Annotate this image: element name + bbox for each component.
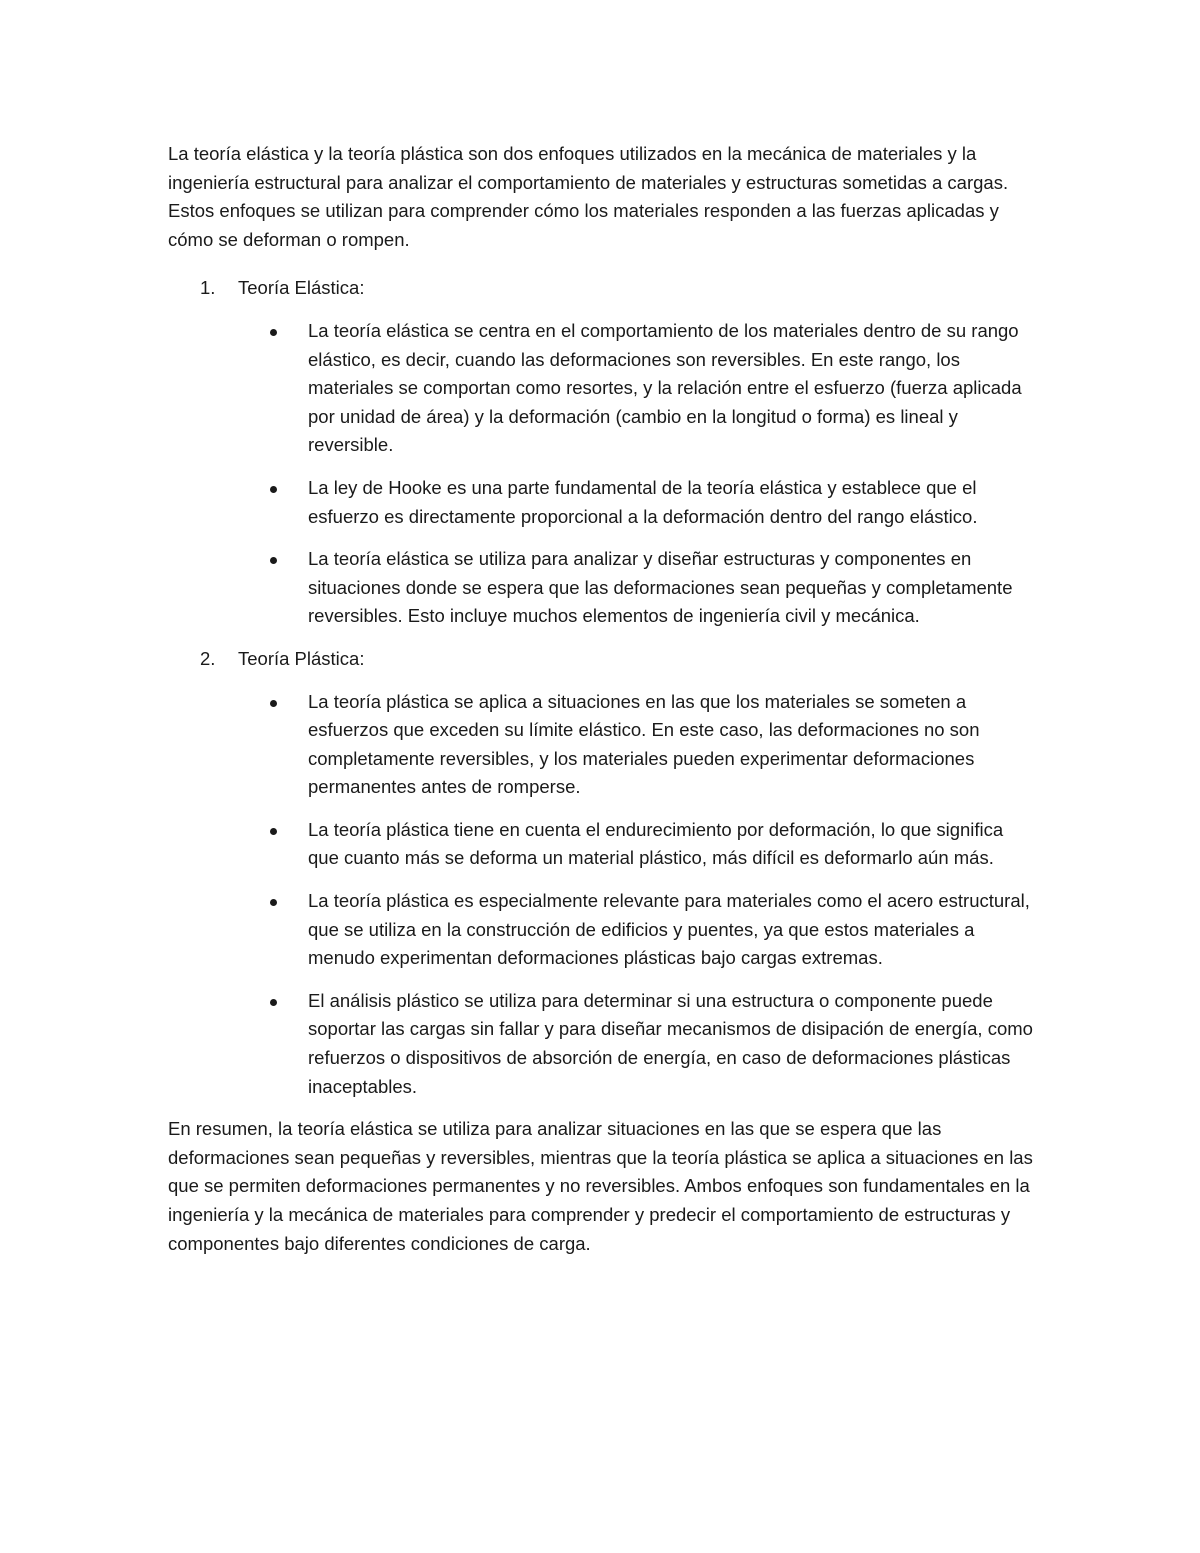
bullet-list [168, 688, 1038, 1102]
bullet-list [168, 317, 1038, 631]
bullet-icon [168, 688, 308, 802]
bullet-icon [168, 545, 308, 631]
bullet-icon [168, 987, 308, 1101]
section-plastic [168, 645, 1038, 1101]
intro-paragraph: La teoría elástica y la teoría plástica son dos enfoques utilizados en la mecánica de materiales y la ingeniería estructural para analizar el comportamiento de materiales y estructuras sometidas a cargas. Estos enfoques se utilizan para comprender cómo los materiales responden a las fuerzas aplicadas y cómo se deforman o rompen. [168, 143, 1009, 250]
list-item-text: El análisis plástico se utiliza para determinar si una estructura o componente puede soportar las cargas sin fallar y para diseñar mecanismos de disipación de energía, como refuerzos o dispositivos de absorción de energía, en caso de deformaciones plásticas inaceptables. [308, 989, 1033, 1097]
list-item [168, 816, 1038, 873]
list-item [168, 317, 1038, 460]
section-title: Teoría Plástica: [238, 647, 365, 669]
list-item [168, 887, 1038, 973]
document-page [168, 140, 1038, 1258]
list-item [168, 545, 1038, 631]
bullet-icon [168, 816, 308, 873]
section-elastic [168, 274, 1038, 631]
list-item-text: La teoría plástica se aplica a situaciones en las que los materiales se someten a esfuerzos que exceden su límite elástico. En este caso, las deformaciones no son completamente reversibles, y los materiales pueden experimentar deformaciones permanentes antes de romperse. [308, 690, 980, 798]
list-item [168, 688, 1038, 802]
list-item-text: La ley de Hooke es una parte fundamental de la teoría elástica y establece que el esfuerzo es directamente proporcional a la deformación dentro del rango elástico. [308, 476, 978, 527]
summary-paragraph: En resumen, la teoría elástica se utiliza para analizar situaciones en las que se espera que las deformaciones sean pequeñas y reversibles, mientras que la teoría plástica se aplica a situaciones en las que se permiten deformaciones permanentes y no reversibles. Ambos enfoques son fundamentales en la ingeniería y la mecánica de materiales para comprender y predecir el comportamiento de estructuras y componentes bajo diferentes condiciones de carga. [168, 1118, 1033, 1254]
list-item-text: La teoría elástica se centra en el comportamiento de los materiales dentro de su rango elástico, es decir, cuando las deformaciones son reversibles. En este rango, los materiales se comportan como resortes, y la relación entre el esfuerzo (fuerza aplicada por unidad de área) y la deformación (cambio en la longitud o forma) es lineal y reversible. [308, 319, 1022, 456]
list-item-text: La teoría plástica tiene en cuenta el endurecimiento por deformación, lo que significa que cuanto más se deforma un material plástico, más difícil es deformarlo aún más. [308, 818, 1004, 869]
list-item-text: La teoría elástica se utiliza para analizar y diseñar estructuras y componentes en situaciones donde se espera que las deformaciones sean pequeñas y completamente reversibles. Esto incluye muchos elementos de ingeniería civil y mecánica. [308, 548, 1013, 627]
section-heading [168, 645, 1038, 674]
bullet-icon [168, 317, 308, 460]
section-number: 1. [200, 277, 216, 299]
bullet-icon [168, 887, 308, 973]
list-item [168, 987, 1038, 1101]
section-title: Teoría Elástica: [238, 277, 365, 299]
section-number: 2. [200, 647, 216, 669]
bullet-icon [168, 474, 308, 531]
list-item [168, 474, 1038, 531]
list-item-text: La teoría plástica es especialmente relevante para materiales como el acero estructural, que se utiliza en la construcción de edificios y puentes, ya que estos materiales a menudo experimentan deformaciones plásticas bajo cargas extremas. [308, 890, 1030, 969]
section-heading [168, 274, 1038, 303]
